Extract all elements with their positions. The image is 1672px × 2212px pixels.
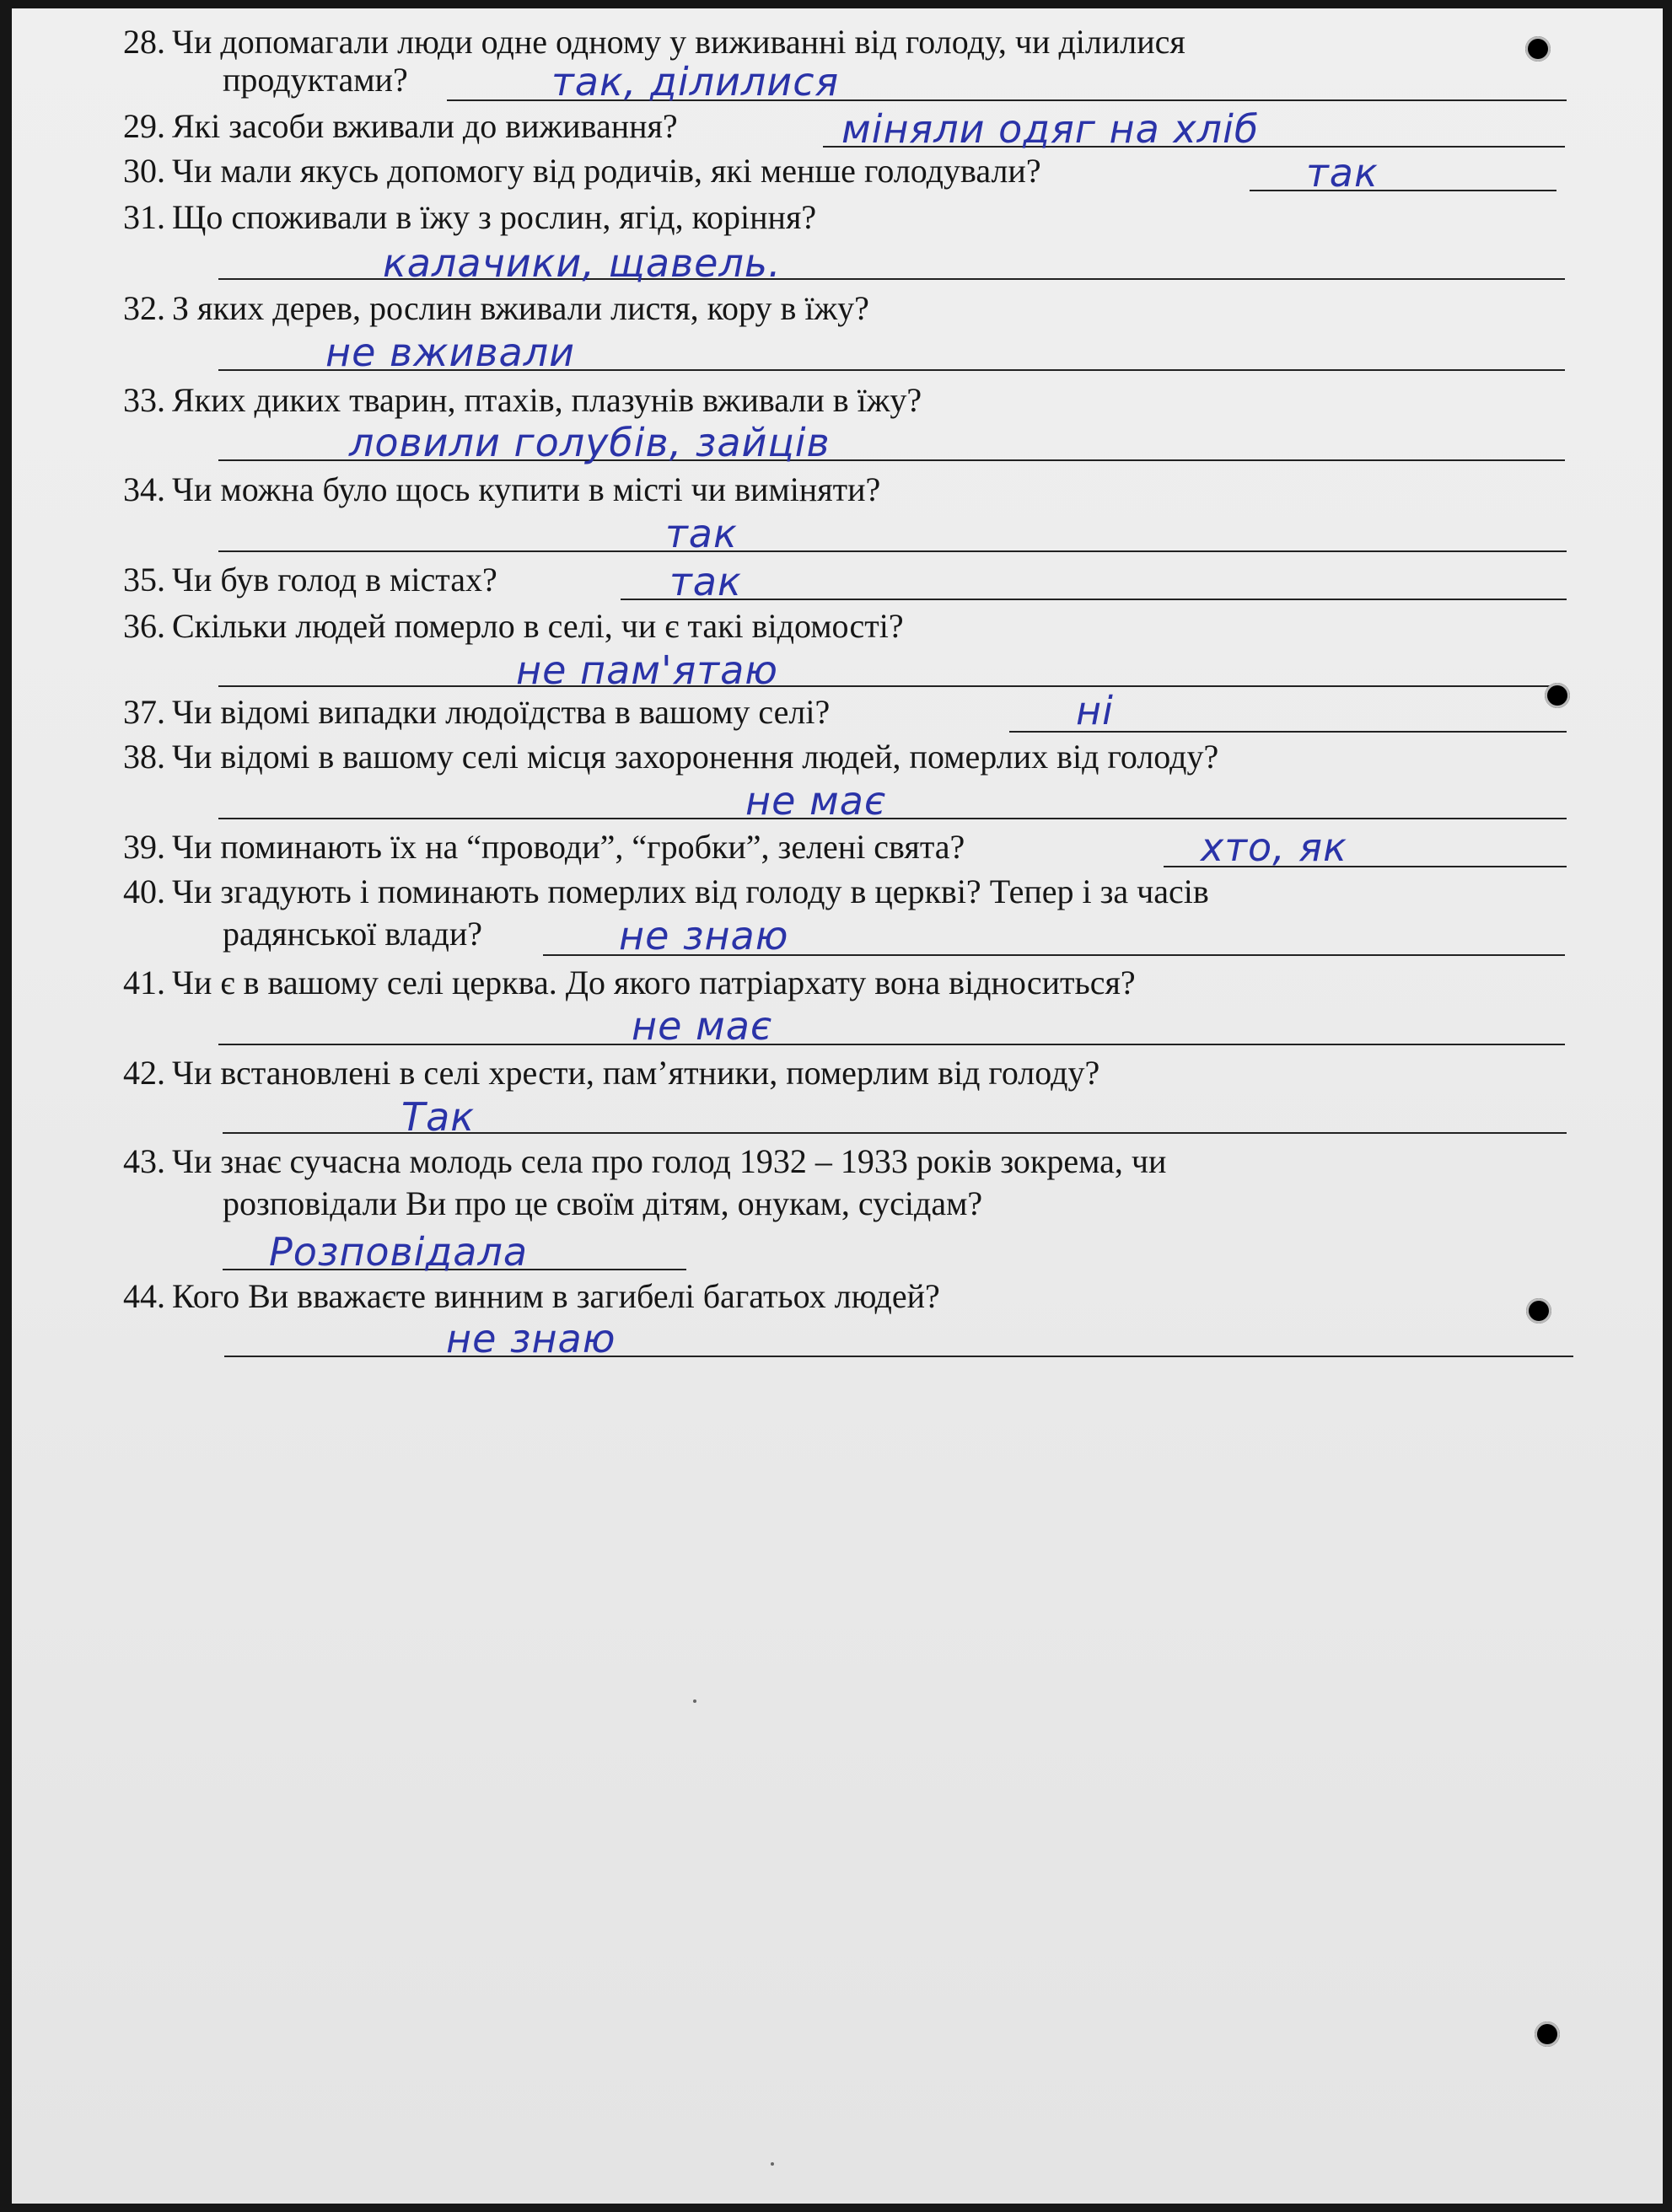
question-text: Чи допомагали люди одне одному у виживанні від голоду, чи ділилися [172,23,1185,61]
question-number: 29. [123,107,165,145]
answer-line [1250,190,1556,191]
answer-line [218,1044,1565,1045]
question-41 [111,964,1136,1002]
punch-hole [1545,683,1570,708]
question-32 [111,289,869,328]
question-29 [111,107,678,146]
question-number: 37. [123,693,165,731]
punch-hole [1526,1298,1551,1323]
answer-line [218,818,1567,819]
question-34 [111,470,880,509]
question-31 [111,198,816,237]
question-text: Яких диких тварин, птахів, плазунів вживали в їжу? [172,381,922,419]
question-40 [111,872,1209,911]
question-number: 33. [123,381,165,419]
question-number: 39. [123,828,165,866]
punch-hole [1535,2021,1560,2047]
answer-40: не знаю [619,913,789,958]
question-43 [111,1142,1166,1181]
question-text: Які засоби вживали до виживання? [172,107,678,145]
answer-34: так [665,511,738,556]
question-number: 43. [123,1142,165,1180]
question-40-continuation: радянської влади? [223,915,483,953]
answer-31: калачики, щавель. [383,240,782,286]
question-text: Чи можна було щось купити в місті чи виміняти? [172,470,881,508]
question-text: Чи був голод в містах? [172,561,497,599]
answer-42: Так [401,1094,476,1140]
question-number: 38. [123,738,165,776]
question-text: Кого Ви вважаєте винним в загибелі багатьох людей? [172,1277,940,1315]
question-number: 28. [123,23,165,61]
question-number: 40. [123,872,165,910]
question-number: 32. [123,289,165,327]
question-number: 44. [123,1277,165,1315]
question-number: 34. [123,470,165,508]
question-number: 30. [123,152,165,190]
answer-line [218,685,1565,687]
paper-speck [693,1699,696,1703]
answer-41: не має [632,1003,773,1049]
question-text: Чи відомі в вашому селі місця захоронення людей, померлих від голоду? [172,738,1219,776]
question-number: 41. [123,964,165,1001]
answer-30: так [1306,150,1379,196]
answer-line [621,599,1567,600]
question-33 [111,381,922,420]
answer-line [224,1356,1573,1357]
answer-28: так, ділилися [551,59,840,105]
answer-44: не знаю [446,1316,616,1361]
question-text: Чи згадують і поминають померлих від голоду в церкві? Тепер і за часів [172,872,1209,910]
question-36 [111,607,904,646]
answer-36: не пам'ятаю [516,647,778,693]
question-42 [111,1054,1099,1093]
question-text: З яких дерев, рослин вживали листя, кору в їжу? [172,289,869,327]
answer-37: ні [1076,688,1114,733]
question-text: Чи знає сучасна молодь села про голод 1932 – 1933 років зокрема, чи [172,1142,1167,1180]
question-28 [111,23,1185,62]
question-number: 35. [123,561,165,599]
question-30 [111,152,1041,191]
question-28-continuation: продуктами? [223,61,408,99]
question-text: Чи відомі випадки людоїдства в вашому селі? [172,693,831,731]
answer-35: так [669,559,742,604]
answer-33: ловили голубів, зайців [349,420,831,465]
question-44 [111,1277,940,1316]
answer-29: міняли одяг на хліб [841,106,1260,152]
question-number: 42. [123,1054,165,1092]
question-text: Чи встановлені в селі хрести, пам’ятники, померлим від голоду? [172,1054,1100,1092]
question-number: 31. [123,198,165,236]
question-text: Скільки людей померло в селі, чи є такі відомості? [172,607,904,645]
answer-38: не має [745,778,887,824]
question-text: Чи поминають їх на “проводи”, “гробки”, зелені свята? [172,828,965,866]
answer-line [218,550,1567,552]
question-text: Чи є в вашому селі церква. До якого патріархату вона відноситься? [172,964,1136,1001]
question-43-continuation: розповідали Ви про це своїм дітям, онукам, сусідам? [223,1184,983,1222]
questionnaire-page [12,8,1663,2204]
question-number: 36. [123,607,165,645]
question-37 [111,693,830,732]
question-39 [111,828,965,867]
answer-43: Розповідала [269,1229,529,1275]
answer-32: не вживали [325,330,576,375]
paper-speck [771,2162,774,2166]
question-38 [111,738,1218,776]
question-text: Чи мали якусь допомогу від родичів, які менше голодували? [172,152,1041,190]
question-text: Що споживали в їжу з рослин, ягід, коріння? [172,198,817,236]
punch-hole [1525,36,1551,62]
answer-39: хто, як [1201,824,1347,870]
question-35 [111,561,497,599]
